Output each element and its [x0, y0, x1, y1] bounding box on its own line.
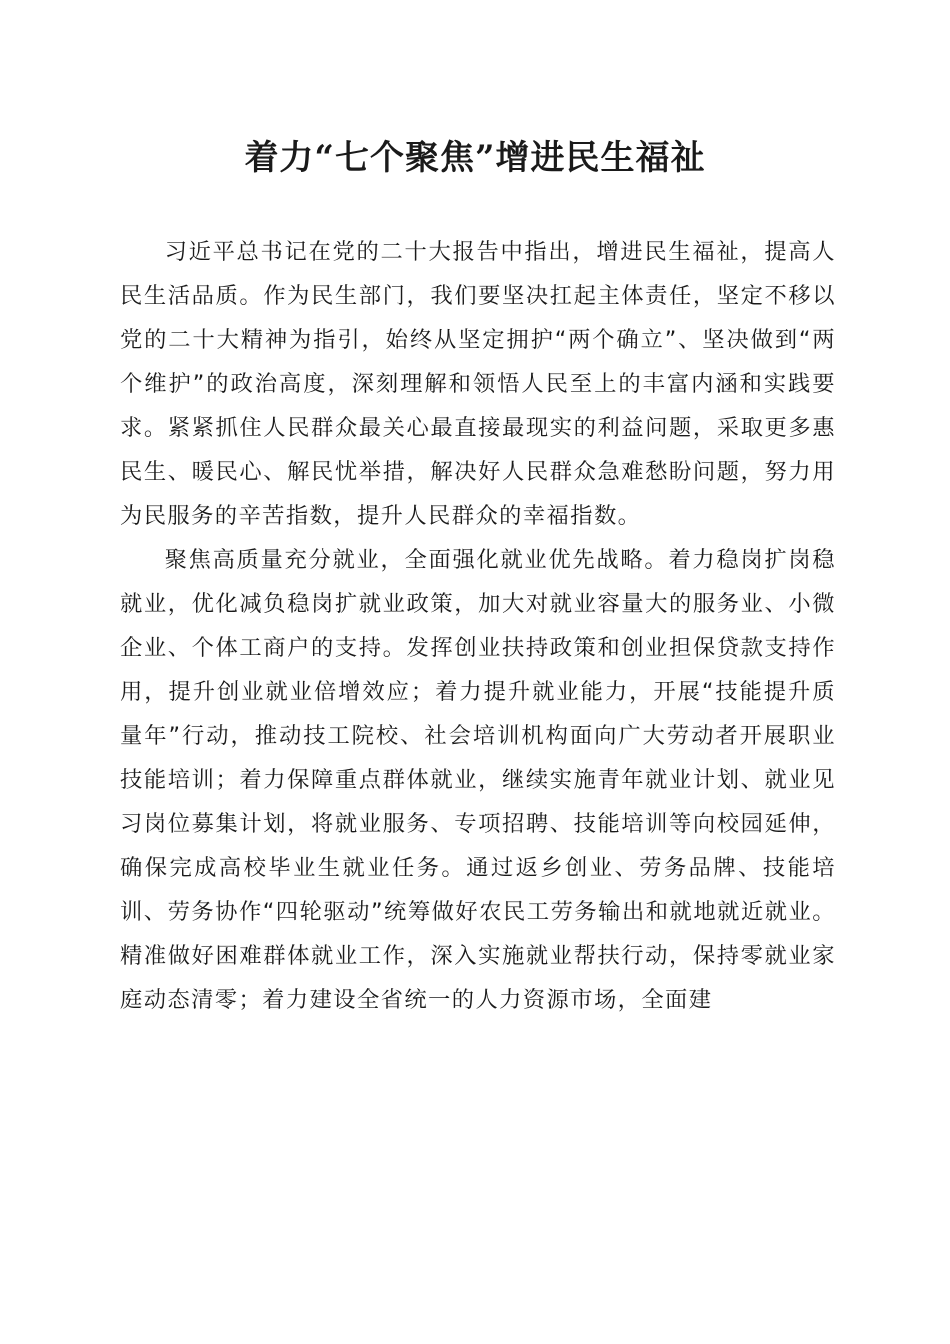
paragraph-employment: 聚焦高质量充分就业，全面强化就业优先战略。着力稳岗扩岗稳就业，优化减负稳岗扩就业政策，加大对就业容量大的服务业、小微企业、个体工商户的支持。发挥创业扶持政策和创业担保贷款支持作用，提升创业就业倍增效应；着力提升就业能力，开展“技能提升质量年”行动，推动技工院校、社会培训机构面向广大劳动者开展职业技能培训；着力保障重点群体就业，继续实施青年就业计划、就业见习岗位募集计划，将就业服务、专项招聘、技能培训等向校园延伸，确保完成高校毕业生就业任务。通过返乡创业、劳务品牌、技能培训、劳务协作“四轮驱动”统筹做好农民工劳务输出和就地就近就业。精准做好困难群体就业工作，深入实施就业帮扶行动，保持零就业家庭动态清零；着力建设全省统一的人力资源市场，全面建	[120, 547, 836, 1013]
document-title: 着力“七个聚焦”增进民生福祉	[244, 138, 706, 178]
paragraph-intro: 习近平总书记在党的二十大报告中指出，增进民生福祉，提高人民生活品质。作为民生部门，我们要坚决扛起主体责任，坚定不移以党的二十大精神为指引，始终从坚定拥护“两个确立”、坚决做到“两个维护”的政治高度，深刻理解和领悟人民至上的丰富内涵和实践要求。紧紧抓住人民群众最关心最直接最现实的利益问题，采取更多惠民生、暖民心、解民忧举措，解决好人民群众急难愁盼问题，努力用为民服务的辛苦指数，提升人民群众的幸福指数。	[120, 239, 836, 529]
document-body	[120, 230, 836, 1022]
